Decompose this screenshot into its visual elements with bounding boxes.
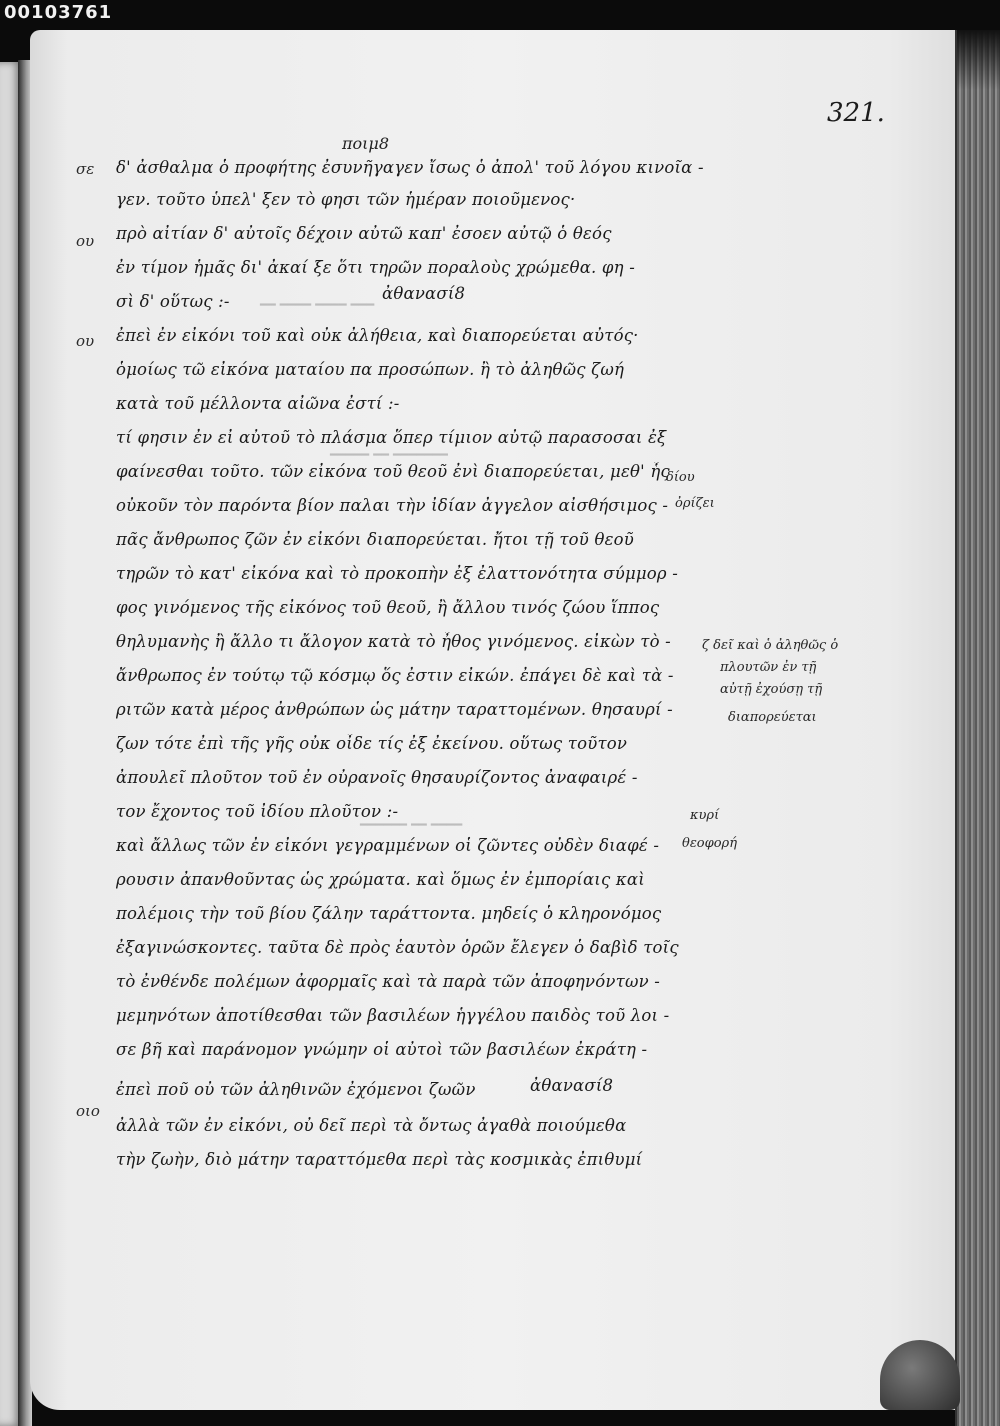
folio-number: 321. <box>827 98 885 128</box>
text-line: πολέμοις τὴν τοῦ βίου ζάλην ταράττοντα. μηδείς ὁ κληρονόμος <box>116 904 662 923</box>
text-line: σὶ δ' οὕτως :- <box>116 292 230 311</box>
margin-note-line: ζ δεῖ καὶ ὁ ἀληθῶς ὁ <box>702 638 839 653</box>
text-line: ἐν τίμον ἡμᾶς δι' ἀκαί ξε ὅτι τηρῶν ποραλοὺς χρώμεθα. φη - <box>116 258 635 277</box>
margin-mark: ου <box>76 332 95 350</box>
text-line: τον ἔχοντος τοῦ ἰδίου πλοῦτον :- <box>116 802 399 821</box>
text-line: οὐκοῦν τὸν παρόντα βίον παλαι τὴν ἰδίαν ἀγγελον αἰσθήσιμος - <box>116 496 669 515</box>
margin-note-line: θεοφορή <box>682 836 737 851</box>
margin-note-line: αὐτῇ ἐχούσῃ τῇ <box>720 682 823 697</box>
margin-note-line: δίου <box>666 470 695 485</box>
text-line: τί φησιν ἐν εἰ αὐτοῦ τὸ πλάσμα ὅπερ τίμιον αὐτῷ παρασοσαι ἐξ <box>116 428 667 447</box>
show-through-text: ━━ ━━━━ ━━━━ ━━━ <box>260 298 375 313</box>
text-line: φος γινόμενος τῆς εἰκόνος τοῦ θεοῦ, ἢ ἄλλου τινός ζώου ἵππος <box>116 598 660 617</box>
text-line: ὁμοίως τῶ εἰκόνα ματαίου πα προσώπων. ἢ τὸ ἀληθῶς ζωή <box>116 360 625 379</box>
text-line: γεν. τοῦτο ὑπελ' ξεν τὸ φησι τῶν ἡμέραν ποιοῦμενος· <box>116 190 576 209</box>
text-line: φαίνεσθαι τοῦτο. τῶν εἰκόνα τοῦ θεοῦ ἐνὶ διαπορεύεται, μεθ' ἧς <box>116 462 670 481</box>
manuscript-page <box>30 30 965 1410</box>
text-line: τὸ ἐνθένδε πολέμων ἀφορμαῖς καὶ τὰ παρὰ τῶν ἀποφηνόντων - <box>116 972 661 991</box>
margin-mark: ου <box>76 232 95 250</box>
text-line: ριτῶν κατὰ μέρος ἀνθρώπων ὡς μάτην ταραττομένων. θησαυρί - <box>116 700 673 719</box>
margin-mark: σε <box>76 160 95 178</box>
text-line: πᾶς ἄνθρωπος ζῶν ἐν εἰκόνι διαπορεύεται. ἤτοι τῇ τοῦ θεοῦ <box>116 530 635 549</box>
margin-mark: οιο <box>76 1102 100 1120</box>
text-block <box>30 30 965 1410</box>
text-line: καὶ ἄλλως τῶν ἐν εἰκόνι γεγραμμένων οἱ ζῶντες οὐδὲν διαφέ - <box>116 836 660 855</box>
text-line: ρουσιν ἀπανθοῦντας ὡς χρώματα. καὶ ὅμως ἐν ἐμπορίαις καὶ <box>116 870 645 889</box>
text-line: τηρῶν τὸ κατ' εἰκόνα καὶ τὸ προκοπὴν ἐξ ἐλαττονότητα σύμμορ - <box>116 564 679 583</box>
text-line: ἐπεὶ ἐν εἰκόνι τοῦ καὶ οὐκ ἀλήθεια, καὶ διαπορεύεται αὐτός· <box>116 326 639 345</box>
scan-id-label: 00103761 <box>4 2 113 23</box>
text-line: σε βῆ καὶ παράνομον γνώμην οἱ αὐτοὶ τῶν βασιλέων ἐκράτη - <box>116 1040 648 1059</box>
margin-note-line: κυρί <box>690 808 720 823</box>
text-line: τὴν ζωὴν, διὸ μάτην ταραττόμεθα περὶ τὰς κοσμικὰς ἐπιθυμί <box>116 1150 643 1169</box>
show-through-text: ━━━━━━ ━━ ━━━━ <box>360 818 463 833</box>
text-line: ἐπεὶ ποῦ οὐ τῶν ἀληθινῶν ἐχόμενοι ζωῶν <box>116 1080 476 1099</box>
inline-word: ἀθανασί8 <box>530 1076 614 1095</box>
text-line: κατὰ τοῦ μέλλοντα αἰῶνα ἐστί :- <box>116 394 400 413</box>
text-line: ἀλλὰ τῶν ἐν εἰκόνι, οὐ δεῖ περὶ τὰ ὄντως ἀγαθὰ ποιούμεθα <box>116 1116 627 1135</box>
margin-note-line: διαπορεύεται <box>728 710 817 725</box>
show-through-text: ━━━━━ ━━ ━━━━━━━ <box>330 448 448 463</box>
text-line: ἄνθρωπος ἐν τούτῳ τῷ κόσμῳ ὅς ἐστιν εἰκών. ἐπάγει δὲ καὶ τὰ - <box>116 666 674 685</box>
running-head: ποιμ8 <box>342 134 389 153</box>
text-line: ζων τότε ἐπὶ τῆς γῆς οὐκ οἶδε τίς ἐξ ἐκείνου. οὕτως τοῦτον <box>116 734 628 753</box>
text-line: ἀπουλεῖ πλοῦτον τοῦ ἐν οὐρανοῖς θησαυρίζοντος ἀναφαιρέ - <box>116 768 638 787</box>
inline-word: ἀθανασί8 <box>382 284 466 303</box>
margin-note-line: πλουτῶν ἐν τῇ <box>720 660 817 675</box>
margin-note-line: ὀρίζει <box>675 496 715 511</box>
thumb-shadow <box>880 1340 960 1410</box>
text-line: δ' ἀσθαλμα ὁ προφήτης ἐσυνῆγαγεν ἴσως ὁ ἀπολ' τοῦ λόγου κινοῖα - <box>116 158 704 177</box>
text-line: ἐξαγινώσκοντες. ταῦτα δὲ πρὸς ἑαυτὸν ὁρῶν ἔλεγεν ὁ δαβὶδ τοῖς <box>116 938 679 957</box>
text-line: θηλυμανὴς ἢ ἄλλο τι ἄλογον κατὰ τὸ ἦθος γινόμενος. εἰκὼν τὸ - <box>116 632 671 651</box>
page-fore-edge <box>955 30 1000 1426</box>
text-line: μεμηνότων ἀποτίθεσθαι τῶν βασιλέων ἡγγέλου παιδὸς τοῦ λοι - <box>116 1006 670 1025</box>
text-line: πρὸ αἰτίαν δ' αὐτοῖς δέχοιν αὐτῶ καπ' ἐσοεν αὐτῷ ὁ θεός <box>116 224 612 243</box>
